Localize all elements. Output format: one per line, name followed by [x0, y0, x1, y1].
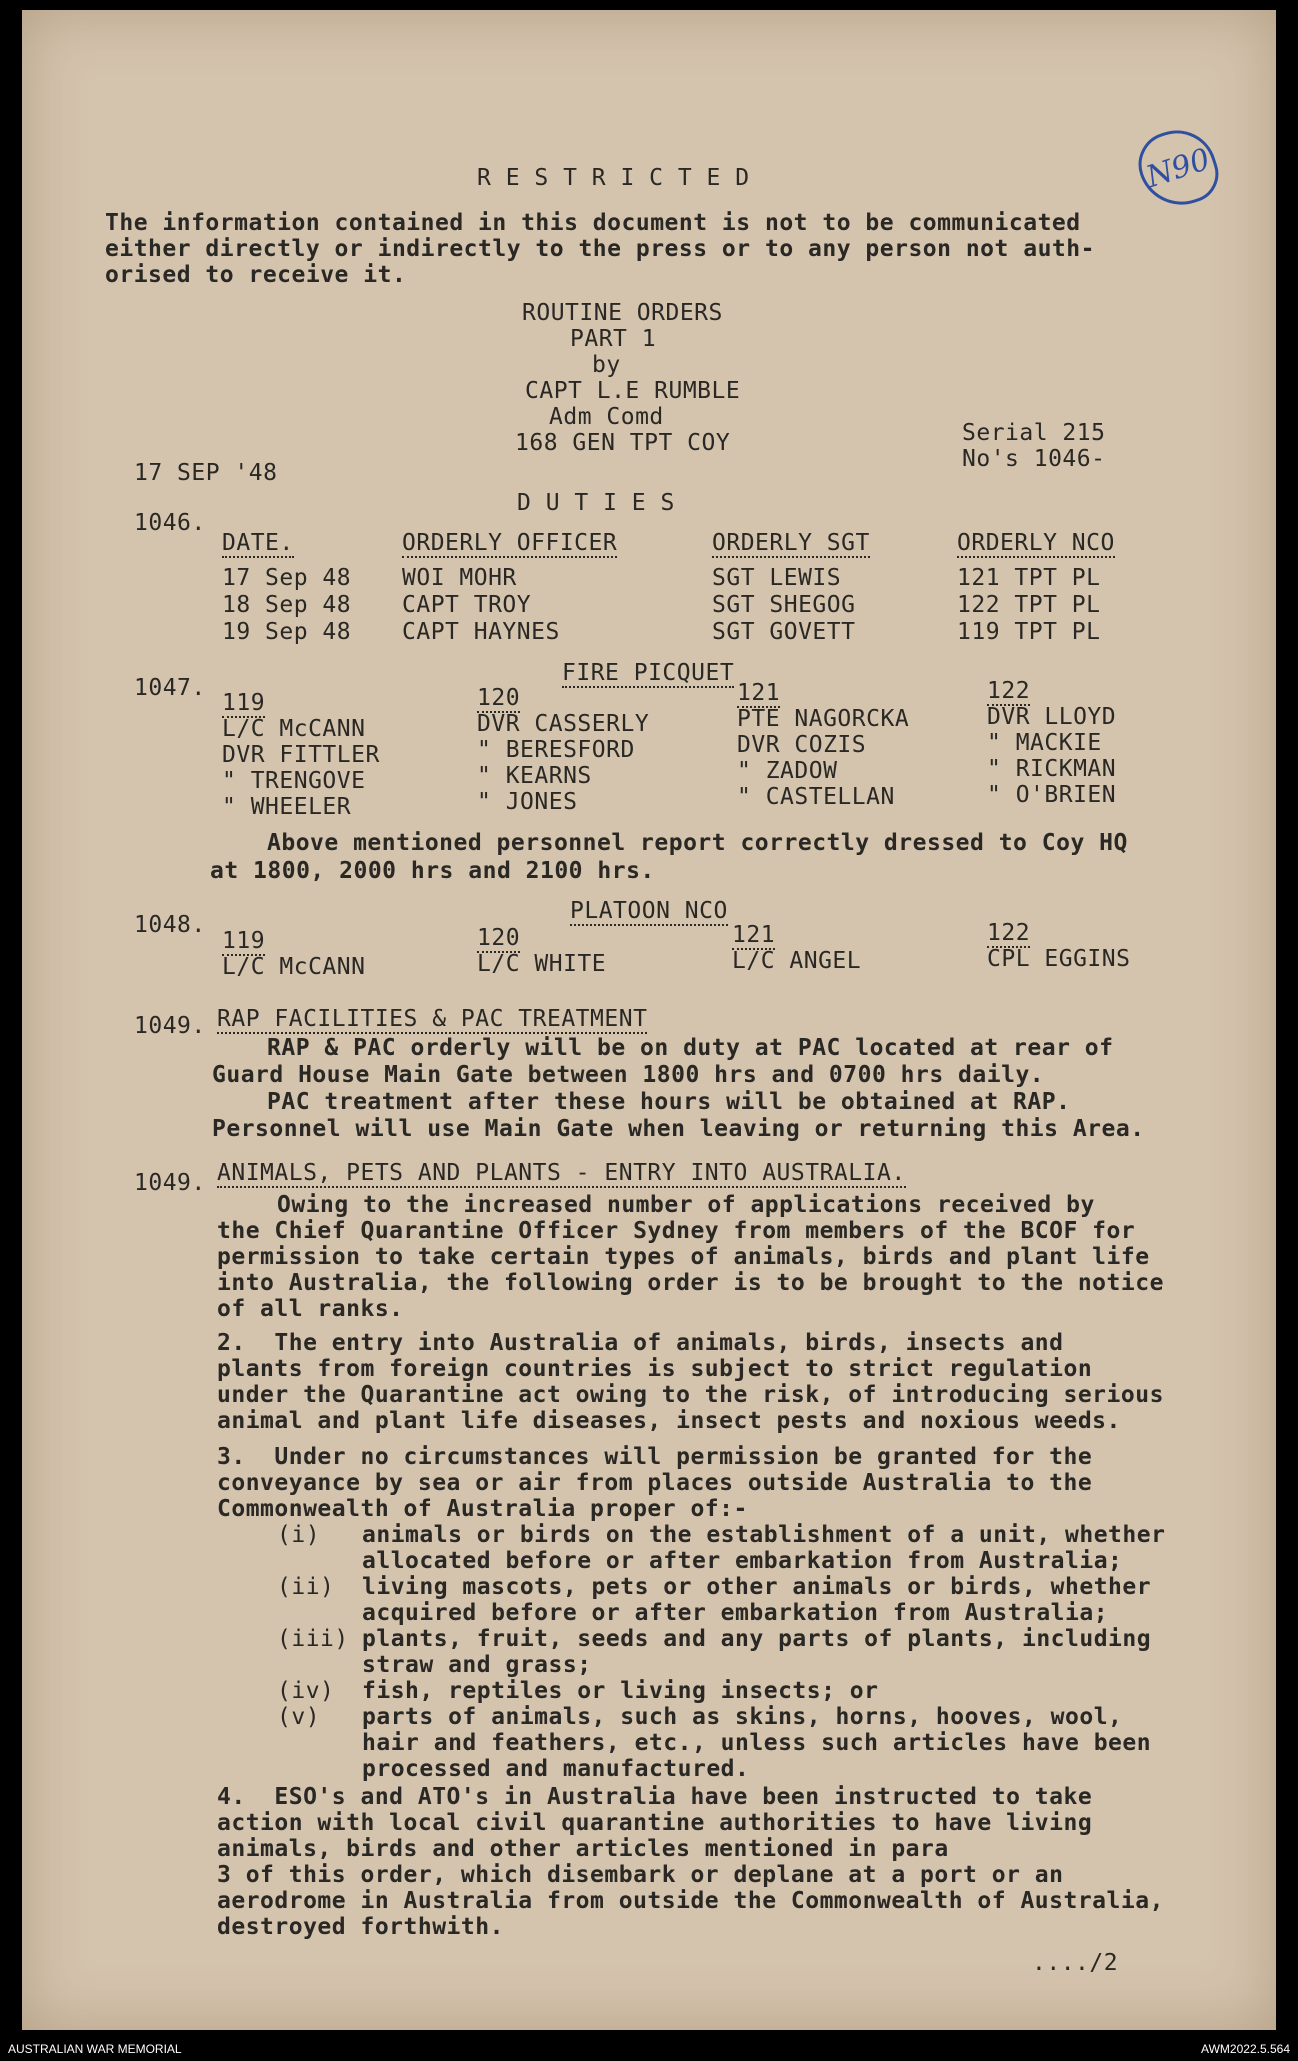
item-line: straw and grass; [362, 1652, 592, 1678]
paragraph-line: destroyed forthwith. [217, 1914, 504, 1940]
paragraph-line: Owing to the increased number of applications received by [277, 1192, 1095, 1218]
paragraph-line: plants from foreign countries is subject to strict regulation [217, 1356, 1093, 1382]
picquet-member: " RICKMAN [987, 756, 1117, 782]
paragraph-line: conveyance by sea or air from places outside Australia to the [217, 1470, 1093, 1496]
paragraph-line: 3 of this order, which disembark or deplane at a port or an [217, 1862, 1064, 1888]
section-heading: ANIMALS, PETS AND PLANTS - ENTRY INTO AUSTRALIA. [217, 1160, 906, 1186]
table-cell: SGT GOVETT [712, 619, 856, 645]
rap-line: PAC treatment after these hours will be obtained at RAP. [267, 1089, 1071, 1115]
picquet-member: DVR LLOYD [987, 704, 1117, 730]
table-cell: 18 Sep 48 [222, 592, 352, 618]
notice-line: either directly or indirectly to the press or to any person not auth- [105, 236, 1095, 262]
picquet-member: " BERESFORD [477, 737, 635, 763]
paragraph-line: animal and plant life diseases, insect pests and noxious weeds. [217, 1408, 1121, 1434]
picquet-member: DVR COZIS [737, 732, 867, 758]
column-header: ORDERLY SGT [712, 530, 870, 556]
page-continuation: ..../2 [1032, 1950, 1119, 1976]
footer-institution: AUSTRALIAN WAR MEMORIAL [8, 2042, 182, 2056]
paragraph-line: into Australia, the following order is to be brought to the notice [217, 1270, 1164, 1296]
serial-number: Serial 215 [962, 420, 1106, 446]
table-cell: 17 Sep 48 [222, 565, 352, 591]
order-number: 1049. [134, 1013, 206, 1039]
order-date: 17 SEP '48 [134, 460, 278, 486]
archive-footer [0, 2030, 1298, 2061]
platoon-number: 121 [732, 922, 776, 948]
paragraph-line: action with local civil quarantine authorities to have living [217, 1810, 1093, 1836]
item-number: (v) [277, 1704, 321, 1730]
paragraph-line: animals, birds and other articles mentioned in para [217, 1836, 949, 1862]
section-heading: D U T I E S [517, 490, 675, 516]
table-cell: SGT LEWIS [712, 565, 842, 591]
paragraph-line: 4. ESO's and ATO's in Australia have been instructed to take [217, 1784, 1093, 1810]
table-cell: CAPT HAYNES [402, 619, 560, 645]
picquet-member: " WHEELER [222, 794, 352, 820]
handwritten-annotation: N90 [1130, 120, 1226, 216]
picquet-member: L/C McCANN [222, 716, 366, 742]
order-numbers: No's 1046- [962, 446, 1106, 472]
paragraph-line: permission to take certain types of animals, birds and plant life [217, 1244, 1150, 1270]
classification-heading: R E S T R I C T E D [477, 165, 750, 191]
item-line: parts of animals, such as skins, horns, hooves, wool, [362, 1704, 1123, 1730]
nco-name: L/C ANGEL [732, 948, 862, 974]
nco-name: L/C McCANN [222, 954, 366, 980]
item-line: animals or birds on the establishment of a unit, whether [362, 1522, 1166, 1548]
picquet-member: " ZADOW [737, 758, 838, 784]
title-line: CAPT L.E RUMBLE [525, 378, 741, 404]
platoon-number: 121 [737, 680, 781, 706]
picquet-member: DVR FITTLER [222, 742, 380, 768]
paragraph-line: of all ranks. [217, 1296, 404, 1322]
table-cell: 19 Sep 48 [222, 619, 352, 645]
picquet-member: DVR CASSERLY [477, 711, 650, 737]
item-line: plants, fruit, seeds and any parts of plants, including [362, 1626, 1152, 1652]
platoon-number: 119 [222, 928, 266, 954]
platoon-number: 122 [987, 920, 1031, 946]
paragraph-line: Commonwealth of Australia proper of:- [217, 1496, 748, 1522]
order-number: 1047. [134, 675, 206, 701]
item-line: acquired before or after embarkation from Australia; [362, 1600, 1109, 1626]
column-header: ORDERLY NCO [957, 530, 1115, 556]
column-header: DATE. [222, 530, 294, 556]
nco-name: CPL EGGINS [987, 946, 1131, 972]
rap-line: RAP & PAC orderly will be on duty at PAC located at rear of [267, 1035, 1114, 1061]
item-line: allocated before or after embarkation from Australia; [362, 1548, 1123, 1574]
notice-line: orised to receive it. [105, 262, 407, 288]
item-number: (ii) [277, 1574, 335, 1600]
column-header: ORDERLY OFFICER [402, 530, 618, 556]
table-cell: SGT SHEGOG [712, 592, 856, 618]
paragraph-line: 3. Under no circumstances will permission be granted for the [217, 1444, 1093, 1470]
table-cell: 121 TPT PL [957, 565, 1101, 591]
paragraph-line: under the Quarantine act owing to the risk, of introducing serious [217, 1382, 1164, 1408]
title-line: 168 GEN TPT COY [515, 430, 731, 456]
paragraph-line: the Chief Quarantine Officer Sydney from members of the BCOF for [217, 1218, 1136, 1244]
platoon-number: 120 [477, 925, 521, 951]
picquet-member: " CASTELLAN [737, 784, 895, 810]
nco-name: L/C WHITE [477, 951, 607, 977]
table-cell: 119 TPT PL [957, 619, 1101, 645]
order-number: 1048. [134, 912, 206, 938]
paragraph-line: aerodrome in Australia from outside the Commonwealth of Australia, [217, 1888, 1164, 1914]
title-line: Adm Comd [549, 404, 664, 430]
item-number: (i) [277, 1522, 321, 1548]
title-line: by [592, 352, 621, 378]
table-cell: 122 TPT PL [957, 592, 1101, 618]
document-page [22, 10, 1276, 2030]
platoon-number: 119 [222, 690, 266, 716]
item-number: (iii) [277, 1626, 349, 1652]
table-cell: WOI MOHR [402, 565, 517, 591]
picquet-member: " JONES [477, 789, 578, 815]
platoon-number: 120 [477, 685, 521, 711]
item-line: processed and manufactured. [362, 1756, 750, 1782]
section-heading: PLATOON NCO [570, 898, 728, 924]
paragraph-line: 2. The entry into Australia of animals, birds, insects and [217, 1330, 1064, 1356]
rap-line: Personnel will use Main Gate when leaving or returning this Area. [212, 1116, 1145, 1142]
table-cell: CAPT TROY [402, 592, 532, 618]
picquet-member: PTE NAGORCKA [737, 706, 910, 732]
title-line: ROUTINE ORDERS [522, 300, 723, 326]
order-number: 1046. [134, 510, 206, 536]
title-line: PART 1 [570, 326, 657, 352]
item-number: (iv) [277, 1678, 335, 1704]
item-line: hair and feathers, etc., unless such articles have been [362, 1730, 1152, 1756]
picquet-note: at 1800, 2000 hrs and 2100 hrs. [210, 858, 655, 884]
notice-line: The information contained in this document is not to be communicated [105, 210, 1081, 236]
rap-line: Guard House Main Gate between 1800 hrs and 0700 hrs daily. [212, 1062, 1045, 1088]
order-number: 1049. [134, 1170, 206, 1196]
item-line: living mascots, pets or other animals or birds, whether [362, 1574, 1152, 1600]
picquet-member: " TRENGOVE [222, 768, 366, 794]
picquet-member: " MACKIE [987, 730, 1102, 756]
footer-reference: AWM2022.5.564 [1201, 2042, 1290, 2056]
picquet-member: " KEARNS [477, 763, 592, 789]
picquet-note: Above mentioned personnel report correctly dressed to Coy HQ [267, 830, 1128, 856]
item-line: fish, reptiles or living insects; or [362, 1678, 879, 1704]
section-heading: FIRE PICQUET [562, 660, 735, 686]
platoon-number: 122 [987, 678, 1031, 704]
section-heading: RAP FACILITIES & PAC TREATMENT [217, 1006, 648, 1032]
picquet-member: " O'BRIEN [987, 782, 1117, 808]
